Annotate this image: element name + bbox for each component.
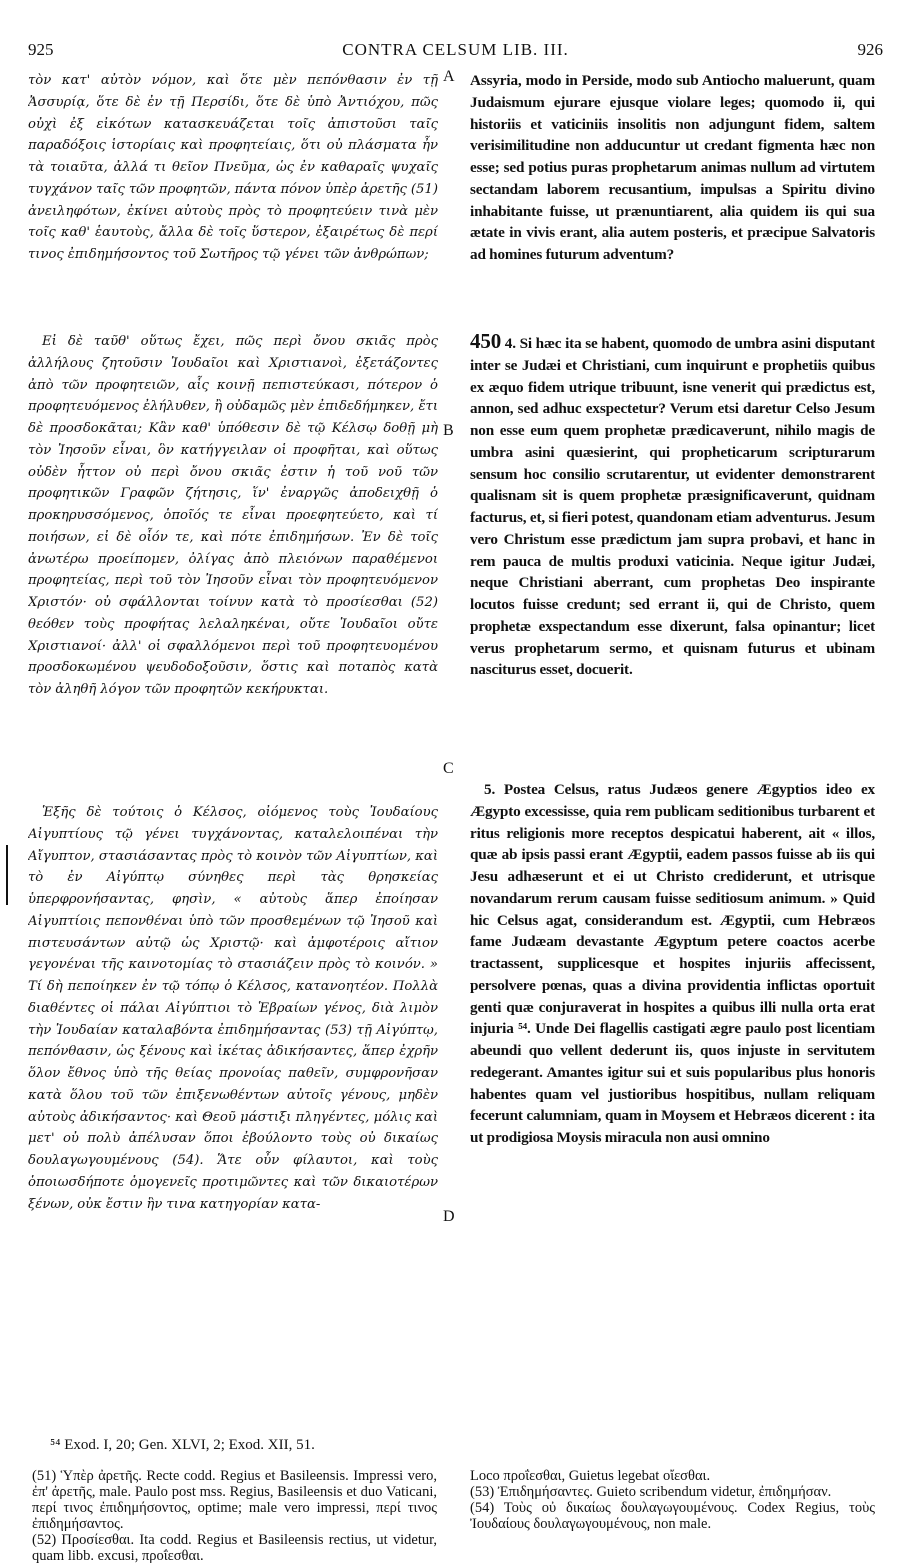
latin-paragraph-2-text: Si hæc ita se habent, quomodo de umbra asini disputant inter se Judæi et Christiani, cum inquirunt e prophetiis quibus ex æquo fidem utrique tribuunt, isne venerit qui prædictus est, annon, sed adhuc exspectetur? Verum etsi daretur Celso Jesum non esse eum quem prophetæ prædicaverunt, nihilo magis de umbra asini quæsierint, qui propheticarum scripturarum sensum hoc consilio scrutarentur, ut evidenter demonstrarent qualisnam sit is quem prophetæ præsignificaverunt, quidnam facturus, et, si fieri potest, quandonam etiam adventurus. Jesum vero Christum esse prædictum jam supra probavi, et hanc in rem pauca de multis produxi vaticinia. Neque igitur Judæi, neque Christiani aberrant, cum prophetas Deo inspirante locutos fuisse credunt; sed errant ii, qui de Christo, quem prophetæ exspectandum esse dixerunt, falsa opinantur; licet verus prophetarum sermo, et quisnam futurus et ubinam nasciturus esset, docuerit. [470,335,875,679]
margin-letter-d: D [443,1208,455,1225]
footnotes-left [32,1468,437,1564]
scripture-reference: ⁵⁴ Exod. I, 20; Gen. XLVI, 2; Exod. XII, 51. [50,1437,315,1453]
latin-paragraph-3: 5. Postea Celsus, ratus Judæos genere Ægyptios ideo ex Ægypto excessisse, quia rem publicam seditionibus turbarent et ritus religionis more receptos despicatui haberent, ait « illos, quæ ab ipsis passi erant Ægyptii, eadem passos fuisse ab iis qui Jesu adhæserunt et ei ut Christo crediderunt, et utrisque novandarum rerum causam fuisse seditiosum animum. » Quid hic Celsus agat, considerandum est. Ægyptii, cum Hebræos fame Judæam devastante Ægyptum petere coactos acerbe tractassent, supplicesque et hospites injuriis affecissent, persolvere pœnas, quas a divina providentia inflictas oportuit genti quæ conjuraverat in hospites a quibus illi nulla orta erat injuria ⁵⁴. Unde Dei flagellis castigati ægre paulo post licentiam abeundi quo vellent dederunt iis, quos injuste in servitutem redegerant. Amantes igitur sui et suis popularibus plus honoris habentes quam vel justioribus hospitibus, nullam reliquam fecerunt calumniam, quam in Moysem et Hebræos dicerent : ita ut prodigiosa Moysis miracula non ausi omnino [470,781,875,1146]
latin-paragraph-2 [470,331,875,777]
section-number-4: 4. [504,335,516,352]
column-number: 450 [470,331,502,353]
latin-column [470,70,875,1409]
footnote-52-cont: Loco προΐεσθαι, Guietus legebat οἴεσθαι. [470,1468,711,1484]
latin-paragraph-1: Assyria, modo in Perside, modo sub Antiocho maluerunt, quam Judaismum ejurare ejusque violare leges; quomodo ii, qui historiis et vaticiniis insolitis non adjungunt fidem, saltem verisimilitudine non adducuntur ut credant figmenta hæc non esse; sed potius puras prophetarum animas nullum ad virtutem sectandam laborem recusantium, impulsas a Spiritu divino inhabitante fuisse, ut prænuntiarent, alia quidem iis qui sua ætate in vivis erant, alia autem posteris, et præcipue Salvatoris ad homines futurum adventum? [470,72,875,263]
footnote-51: (51) Ὑπὲρ ἀρετῆς. Recte codd. Regius et Basileensis. Impressi vero, ἐπ' ἀρετῆς, male. Paulo post mss. Regius, Basileensis et duo Vaticani, περί τινος ἐπιδημήσοντος, optime; male vero impressi, περί τινος ἐπιδημήσαντος. [32,1468,437,1532]
greek-paragraph-2: Εἰ δὲ ταῦθ' οὕτως ἔχει, πῶς περὶ ὄνου σκιᾶς πρὸς ἀλλήλους ζητοῦσιν Ἰουδαῖοι καὶ Χριστιανοὶ, ἐξετάζοντες ἀπὸ τῶν προφητειῶν, αἷς κοινῇ πεπιστεύκασι, πότερον ὁ προφητευόμενος ἐλήλυθεν, ἢ οὐδαμῶς μὲν ἐπιδεδήμηκεν, ἔτι δὲ προσδοκᾶται; Κἂν καθ' ὑπόθεσιν δὲ τῷ Κέλσῳ δοθῇ μὴ τὸν Ἰησοῦν εἶναι, ὃν κατήγγειλαν οἱ προφῆται, καὶ οὕτως οὐδὲν ἧττον οὐ περὶ ὄνου σκιᾶς ἐστιν ἡ τοῦ νοῦ τῶν προφητικῶν Γραφῶν ζήτησις, ἵν' ἐναργῶς ἀποδειχθῇ ὁ προκηρυσσόμενος, ὁποῖός τε εἶναι προεφητεύετο, καὶ τί ποιήσων, εἰ δὲ οἷόν τε, καὶ πότε ἐπιδημήσων. Ἐν δὲ τοῖς ἀνωτέρω προείπομεν, ὀλίγας ἀπὸ πλειόνων παραθέμενοι προφητείας, περὶ τοῦ τὸν Ἰησοῦν εἶναι τὸν προφητευόμενον Χριστόν· οὐ σφάλλονται τοίνυν κατὰ τὸ προσίεσθαι (52) θεόθεν τοὺς προφήτας λελαληκέναι, οὔτε Ἰουδαῖοι οὔτε Χριστιανοί· ἀλλ' οἱ σφαλλόμενοι περὶ τοῦ προφητευομένου προσδοκωμένου ψευδοδοξοῦσιν, ὅστις καὶ ποταπὸς κατὰ τὸν ἀληθῆ λόγον τῶν προφητῶν κεκήρυκται. [28,334,438,697]
margin-letter-c: C [443,760,454,777]
footnote-54: (54) Τοὺς οὐ δικαίως δουλαγωγουμένους. Codex Regius, τοὺς Ἰουδαίους δουλαγωγουμένους, non male. [470,1500,875,1532]
margin-letter-a: A [443,68,455,85]
greek-paragraph-1: τὸν κατ' αὐτὸν νόμον, καὶ ὅτε μὲν πεπόνθασιν ἐν τῇ Ἀσσυρίᾳ, ὅτε δὲ ἐν τῇ Περσίδι, ὅτε δὲ ὑπὸ Ἀντιόχου, πῶς οὐχὶ ἐξ εἰκότων κατασκευάζεται τοῖς ἀπιστοῦσι ταῖς παραδόξοις ἱστορίαις καὶ προφητείαις, ὅτι οὐ πλάσματα ἦν τὰ τοιαῦτα, ἀλλά τι θεῖον Πνεῦμα, ὡς ἐν καθαραῖς ψυχαῖς τυγχάνον ταῖς τῶν προφητῶν, πάντα πόνον ὑπὲρ ἀρετῆς (51) ἀνειληφότων, ἐκίνει αὐτοὺς πρὸς τὸ προφητεύειν τινὰ μὲν τοῖς καθ' ἑαυτοὺς, ἄλλα δὲ τοῖς ὕστερον, ἐξαιρέτως δὲ περί τινος ἐπιδημήσοντος τοῦ Σωτῆρος τῷ γένει τῶν ἀνθρώπων; [28,73,438,262]
page-header [28,40,883,62]
footnote-53: (53) Ἐπιδημήσαντες. Guieto scribendum videtur, ἐπιδημήσαν. [470,1484,832,1500]
page-number-right: 926 [857,40,883,59]
greek-column [28,70,438,1432]
greek-paragraph-3: Ἑξῆς δὲ τούτοις ὁ Κέλσος, οἰόμενος τοὺς Ἰουδαίους Αἰγυπτίους τῷ γένει τυγχάνοντας, καταλελοιπέναι τὴν Αἴγυπτον, στασιάσαντας πρὸς τὸ κοινὸν τῶν Αἰγυπτίων, καὶ τὸ ἐν Αἰγύπτῳ σύνηθες περὶ τὰς θρησκείας ὑπερφρονήσαντας, φησὶν, « αὐτοὺς ἅπερ ἐποίησαν Αἰγυπτίοις πεπονθέναι ὑπὸ τῶν προσθεμένων τῷ Ἰησοῦ καὶ πιστευσάντων αὐτῷ ὡς Χριστῷ· καὶ ἀμφοτέροις αἴτιον γεγονέναι τῆς καινοτομίας τὸ στασιάζειν πρὸς τὸ κοινόν. » Τί δὴ πεποίηκεν ἐν τῷ τόπῳ ὁ Κέλσος, κατανοητέον. Πολλὰ διαθέντες οἱ πάλαι Αἰγύπτιοι τὸ Ἑβραίων γένος, διὰ λιμὸν τὴν Ἰουδαίαν καταλαβόντα ἐπιδημήσαντας (53) τῇ Αἰγύπτῳ, πεπόνθασιν, ὡς ξένους καὶ ἱκέτας ἀδικήσαντες, ἅπερ ἐχρῆν ὅλον ἔθνος ὑπὸ τῆς θείας προνοίας παθεῖν, συμφρονῆσαν κατὰ ὅλου τοῦ τῶν ἐπιξενωθέντων αὐτοῖς γένους, μηδὲν αὐτοὺς ἀδικήσαντος· καὶ Θεοῦ μάστιξι πληγέντες, μόλις καὶ μετ' οὐ πολὺ ἀπέλυσαν ὅποι ἐβούλοντο τοὺς οὐ δικαίως δουλαγωγουμένους (54). Ἅτε οὖν φίλαυτοι, καὶ τοὺς ὁποιωσδήποτε ὁμογενεῖς προτιμῶντες καὶ τῶν δικαιοτέρων ξένων, οὐκ ἔστιν ἣν τινα κατηγορίαν κατα- [28,805,438,1212]
page-number-left: 925 [28,40,54,59]
footnote-52: (52) Προσίεσθαι. Ita codd. Regius et Basileensis rectius, ut videtur, quam libb. excusi, προΐεσθαι. [32,1532,437,1564]
margin-letter-b: B [443,422,454,439]
footnotes-right [470,1468,875,1532]
margin-rule [6,845,8,905]
running-title: CONTRA CELSUM LIB. III. [342,40,569,59]
